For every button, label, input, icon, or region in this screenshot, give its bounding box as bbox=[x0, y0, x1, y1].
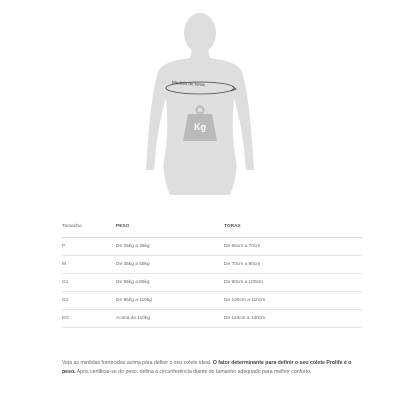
header-size: Tamanho bbox=[62, 219, 116, 238]
cell-chest: De 110cm a 140cm bbox=[224, 310, 362, 328]
table-row bbox=[62, 274, 362, 292]
table-header-row bbox=[62, 219, 362, 238]
cell-weight: De 35kg a 55kg bbox=[116, 256, 224, 274]
table-row bbox=[62, 256, 362, 274]
cell-size: M bbox=[62, 256, 116, 274]
cell-chest: De 100cm a 110cm bbox=[224, 292, 362, 310]
cell-weight: Acima de 110kg bbox=[116, 310, 224, 328]
header-chest: TORAX bbox=[224, 219, 362, 238]
cell-chest: De 55cm a 70cm bbox=[224, 238, 362, 256]
cell-weight: De 85kg a 110kg bbox=[116, 292, 224, 310]
cell-size: G2 bbox=[62, 292, 116, 310]
table-row bbox=[62, 310, 362, 328]
table-row bbox=[62, 292, 362, 310]
footnote-text-end: Após certificar-se do peso, defina a circunferência diante do tamanho adequado para melhor conforto. bbox=[75, 368, 312, 375]
footnote-text: Veja as medidas fornecidas acima para definir o seu colete ideal. bbox=[62, 360, 213, 367]
footnote bbox=[62, 359, 362, 376]
cell-size: P bbox=[62, 238, 116, 256]
cell-size: EG bbox=[62, 310, 116, 328]
table-row bbox=[62, 238, 362, 256]
footnote-emphasis: O fator determinante para definir o seu colete Prolife é o peso. bbox=[62, 360, 352, 375]
cell-chest: De 70cm a 90cm bbox=[224, 256, 362, 274]
cell-weight: De 25kg a 35kg bbox=[116, 238, 224, 256]
weight-label: Kg bbox=[194, 122, 206, 132]
measure-label: Medida do tórax bbox=[171, 79, 206, 88]
size-table bbox=[62, 219, 362, 328]
cell-size: G1 bbox=[62, 274, 116, 292]
header-weight: PESO bbox=[116, 219, 224, 238]
cell-chest: De 90cm a 100cm bbox=[224, 274, 362, 292]
cell-weight: De 55kg a 85kg bbox=[116, 274, 224, 292]
